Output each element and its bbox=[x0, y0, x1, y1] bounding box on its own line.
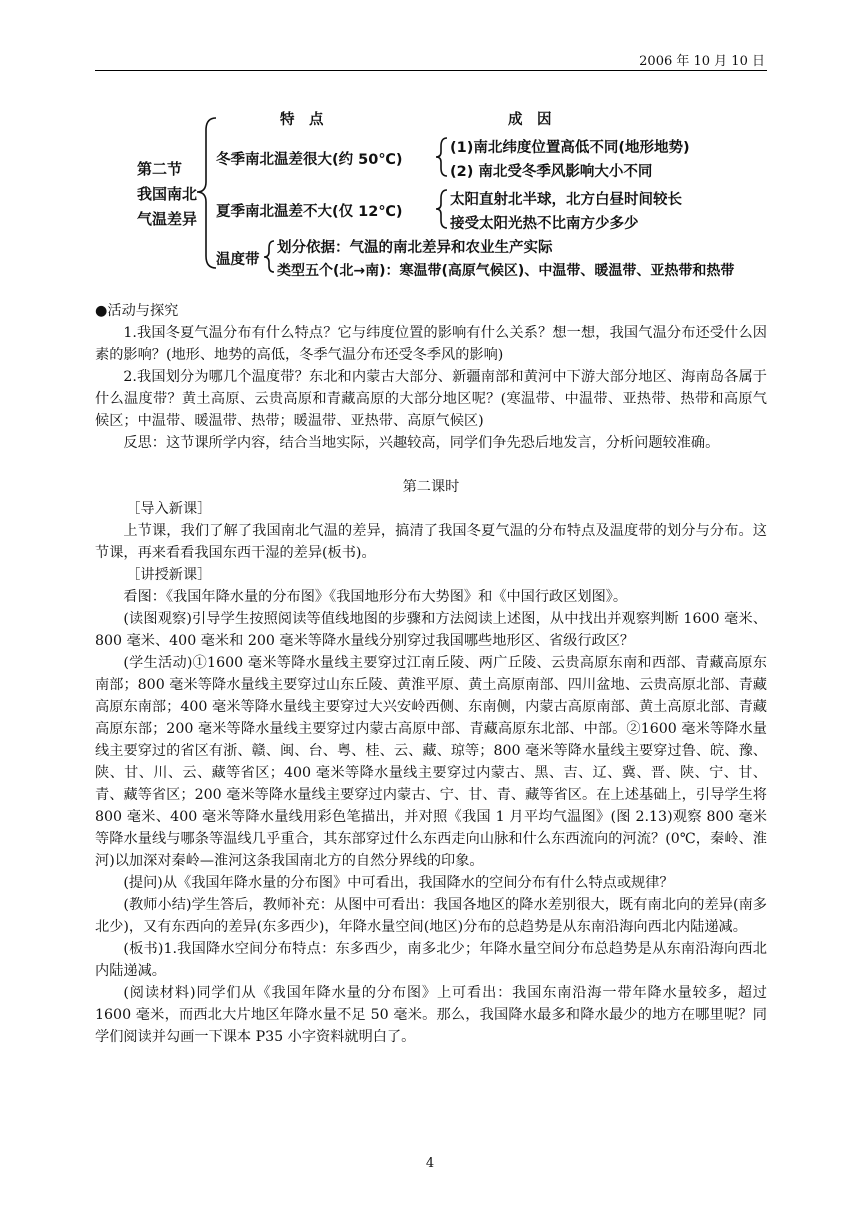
intro-paragraph: 上节课，我们了解了我国南北气温的差异，搞清了我国冬夏气温的分布特点及温度带的划分与分布。这节课，再来看看我国东西干湿的差异(板书)。 bbox=[95, 523, 767, 561]
section-line-2: 我国南北 bbox=[137, 185, 198, 203]
header-date: 2006 年 10 月 10 日 bbox=[639, 54, 765, 69]
look-at-maps: 看图：《我国年降水量的分布图》《我国地形分布大势图》和《中国行政区划图》。 bbox=[123, 589, 628, 605]
question: (提问)从《我国年降水量的分布图》中可看出，我国降水的空间分布有什么特点或规律？ bbox=[123, 875, 674, 891]
activity-title: ●活动与探究 bbox=[95, 303, 179, 319]
winter-feature: 冬季南北温差很大(约 50℃) bbox=[216, 152, 403, 168]
section-line-1: 第二节 bbox=[137, 160, 183, 178]
activity-question-1: 1.我国冬夏气温分布有什么特点？它与纬度位置的影响有什么关系？想一想，我国气温分布还受什么因素的影响？(地形、地势的高低，冬季气温分布还受冬季风的影响) bbox=[95, 325, 767, 363]
zone-basis: 划分依据：气温的南北差异和农业生产实际 bbox=[277, 240, 553, 256]
winter-brace bbox=[436, 138, 447, 176]
col-features-header: 特 点 bbox=[280, 112, 324, 128]
board-note: (板书)1.我国降水空间分布特点：东多西少，南多北少；年降水量空间分布总趋势是从东南沿海向西北内陆递减。 bbox=[95, 941, 767, 979]
col-causes-header: 成 因 bbox=[508, 112, 552, 128]
intro-tag: ［导入新课］ bbox=[126, 501, 212, 517]
teach-tag: ［讲授新课］ bbox=[126, 567, 212, 583]
zone-types: 类型五个(北→南)：寒温带(高原气候区)、中温带、暖温带、亚热带和热带 bbox=[277, 263, 735, 279]
activity-question-2: 2.我国划分为哪几个温度带？东北和内蒙古大部分、新疆南部和黄河中下游大部分地区、海南岛各属于什么温度带？黄土高原、云贵高原和青藏高原的大部分地区呢？(寒温带、中温带、亚热带、热带和高原气候区；中温带、暖温带、热带；暖温带、亚热带、高原气候区) bbox=[95, 369, 767, 429]
zone-label: 温度带 bbox=[216, 252, 260, 268]
main-brace bbox=[197, 118, 216, 268]
summer-feature: 夏季南北温差不大(仅 12℃) bbox=[216, 204, 403, 220]
summer-cause-2: 接受太阳光热不比南方少多少 bbox=[450, 216, 639, 232]
reading-material: (阅读材料)同学们从《我国年降水量的分布图》上可看出：我国东南沿海一带年降水量较多，超过 1600 毫米，而西北大片地区年降水量不足 50 毫米。那么，我国降水最多和降水最少的地方在哪里呢？同学们阅读并勾画一下课本 P35 小字资料就明白了。 bbox=[95, 985, 767, 1045]
header-rule bbox=[95, 70, 767, 71]
winter-cause-2: (2) 南北受冬季风影响大小不同 bbox=[450, 164, 653, 180]
winter-cause-1: (1)南北纬度位置高低不同(地形地势) bbox=[450, 140, 690, 156]
body-text bbox=[95, 300, 767, 1048]
page-number: 4 bbox=[425, 1156, 435, 1171]
student-activity: (学生活动)①1600 毫米等降水量线主要穿过江南丘陵、两广丘陵、云贵高原东南和西部、青藏高原东南部；800 毫米等降水量线主要穿过山东丘陵、黄淮平原、黄土高原南部、四川盆地、云贵高原北部、青藏高原东南部；400 毫米等降水量线主要穿过大兴安岭西侧、东南侧，内蒙古高原南部、黄土高原北部、青藏高原东部；200 毫米等降水量线主要穿过内蒙古高原中部、青藏高原东北部、中部。②1600 毫米等降水量线主要穿过的省区有浙、赣、闽、台、粤、桂、云、藏、琼等；800 毫米等降水量线主要穿过鲁、皖、豫、陕、甘、川、云、藏等省区；400 毫米等降水量线主要穿过内蒙古、黑、吉、辽、冀、晋、陕、宁、甘、青、藏等省区；200 毫米等降水量线主要穿过内蒙古、宁、甘、青、藏等省区。在上述基础上，引导学生将 800 毫米、400 毫米等降水量线用彩色笔描出，并对照《我国 1 月平均气温图》(图 2.13)观察 800 毫米等降水量线与哪条等温线几乎重合，其东部穿过什么东西走向山脉和什么东西流向的河流？(0℃，秦岭、淮河)以加深对秦岭—淮河这条我国南北方的自然分界线的印象。 bbox=[95, 655, 767, 869]
reflection: 反思：这节课所学内容，结合当地实际，兴趣较高，同学们争先恐后地发言，分析问题较准确。 bbox=[123, 435, 720, 451]
summer-brace bbox=[436, 190, 447, 228]
outline-diagram bbox=[95, 100, 795, 290]
summer-cause-1: 太阳直射北半球，北方白昼时间较长 bbox=[450, 192, 682, 208]
zone-brace bbox=[264, 241, 274, 272]
map-reading: (读图观察)引导学生按照阅读等值线地图的步骤和方法阅读上述图，从中找出并观察判断 1600 毫米、800 毫米、400 毫米和 200 毫米等降水量线分别穿过我国哪些地形区、省级行政区？ bbox=[95, 611, 767, 649]
lesson-title: 第二课时 bbox=[402, 479, 460, 495]
section-line-3: 气温差异 bbox=[137, 210, 198, 228]
teacher-summary: (教师小结)学生答后，教师补充：从图中可看出：我国各地区的降水差别很大，既有南北向的差异(南多北少)，又有东西向的差异(东多西少)，年降水量空间(地区)分布的总趋势是从东南沿海向西北内陆递减。 bbox=[95, 897, 767, 935]
